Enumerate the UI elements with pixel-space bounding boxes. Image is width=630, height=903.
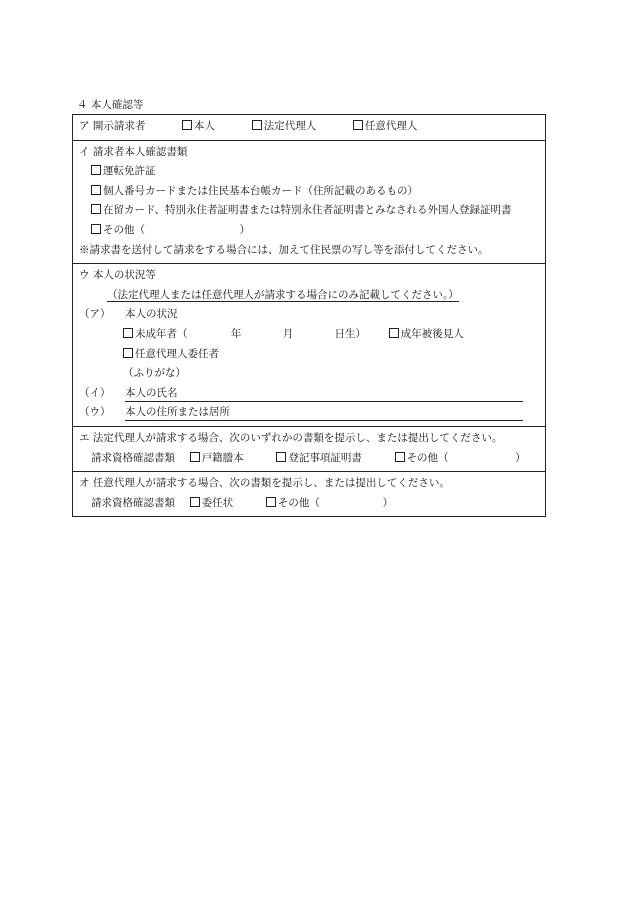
- checkbox-icon: [266, 497, 276, 507]
- checkbox-minor[interactable]: 未成年者（: [123, 328, 188, 340]
- checkbox-voluntary-principal[interactable]: 任意代理人委任者: [79, 345, 539, 365]
- principal-condition-title: 本人の状況: [125, 308, 178, 321]
- checkbox-legal-agent[interactable]: 法定代理人: [252, 120, 317, 132]
- birthday-label: 日生）: [334, 327, 367, 340]
- furigana-label: （ふりがな）: [123, 367, 186, 380]
- qualification-docs-label: 請求資格確認書類: [91, 496, 175, 509]
- qualification-docs-label: 請求資格確認書類: [91, 451, 175, 464]
- checkbox-icon: [91, 185, 101, 195]
- principal-address-label: 本人の住所または居所: [125, 406, 230, 419]
- checkbox-other-legal-doc[interactable]: その他（: [395, 452, 449, 464]
- legal-agent-instruction: エ 法定代理人が請求する場合、次のいずれかの書類を提示し、または提出してください。: [79, 431, 503, 444]
- checkbox-icon: [182, 120, 192, 130]
- checkbox-my-number-card[interactable]: 個人番号カードまたは住民基本台帳カード（住所記載のあるもの）: [79, 182, 539, 202]
- id-documents-label: イ 請求者本人確認書類: [79, 145, 188, 158]
- checkbox-icon: [190, 452, 200, 462]
- checkbox-icon: [252, 120, 262, 130]
- checkbox-icon: [91, 204, 101, 214]
- identity-confirmation-form: [72, 114, 546, 517]
- checkbox-icon: [389, 328, 399, 338]
- checkbox-icon: [190, 497, 200, 507]
- checkbox-registry-certificate[interactable]: 登記事項証明書: [276, 452, 362, 464]
- section-principal-status: [73, 263, 545, 426]
- checkbox-power-of-attorney[interactable]: 委任状: [190, 497, 234, 509]
- other-close-paren: ）: [382, 496, 394, 509]
- checkbox-icon: [91, 165, 101, 175]
- checkbox-icon: [123, 348, 133, 358]
- section-title: ４ 本人確認等: [77, 99, 144, 111]
- checkbox-adult-ward[interactable]: 成年被後見人: [389, 328, 464, 340]
- section-id-documents: [73, 140, 545, 264]
- checkbox-icon: [123, 328, 133, 338]
- sub-label-c: （ウ）: [79, 406, 111, 419]
- checkbox-icon: [353, 120, 363, 130]
- checkbox-drivers-license[interactable]: 運転免許証: [79, 162, 539, 182]
- year-label: 年: [230, 327, 242, 340]
- voluntary-agent-instruction: オ 任意代理人が請求する場合、次の書類を提示し、または提出してください。: [79, 477, 450, 490]
- mail-request-note: ※請求書を送付して請求をする場合には、加えて住民票の写し等を添付してください。: [79, 243, 489, 256]
- checkbox-voluntary-agent[interactable]: 任意代理人: [353, 120, 418, 132]
- section-voluntary-agent-docs: [73, 471, 545, 516]
- checkbox-other-voluntary-doc[interactable]: その他（: [266, 497, 320, 509]
- checkbox-icon: [91, 224, 101, 234]
- sub-label-a: （ア）: [79, 308, 111, 321]
- section-legal-agent-docs: [73, 426, 545, 471]
- sub-label-b: （イ）: [79, 386, 111, 399]
- section-requester: [73, 115, 545, 140]
- checkbox-residence-card[interactable]: 在留カード、特別永住者証明書または特別永住者証明書とみなされる外国人登録証明書: [79, 201, 539, 221]
- principal-status-label: ウ 本人の状況等: [79, 269, 156, 282]
- checkbox-family-register[interactable]: 戸籍謄本: [190, 452, 244, 464]
- principal-address-field[interactable]: [125, 420, 523, 421]
- checkbox-other-id[interactable]: その他（ ）: [79, 221, 539, 241]
- checkbox-self[interactable]: 本人: [182, 120, 215, 132]
- month-label: 月: [282, 327, 294, 340]
- other-close-paren: ）: [515, 451, 526, 464]
- checkbox-icon: [395, 452, 405, 462]
- principal-name-field[interactable]: [125, 401, 523, 402]
- requester-label: ア 開示請求者: [79, 120, 146, 132]
- principal-name-label: 本人の氏名: [125, 386, 178, 399]
- agent-only-note: （法定代理人または任意代理人が請求する場合にのみ記載してください。）: [107, 288, 459, 301]
- checkbox-icon: [276, 452, 286, 462]
